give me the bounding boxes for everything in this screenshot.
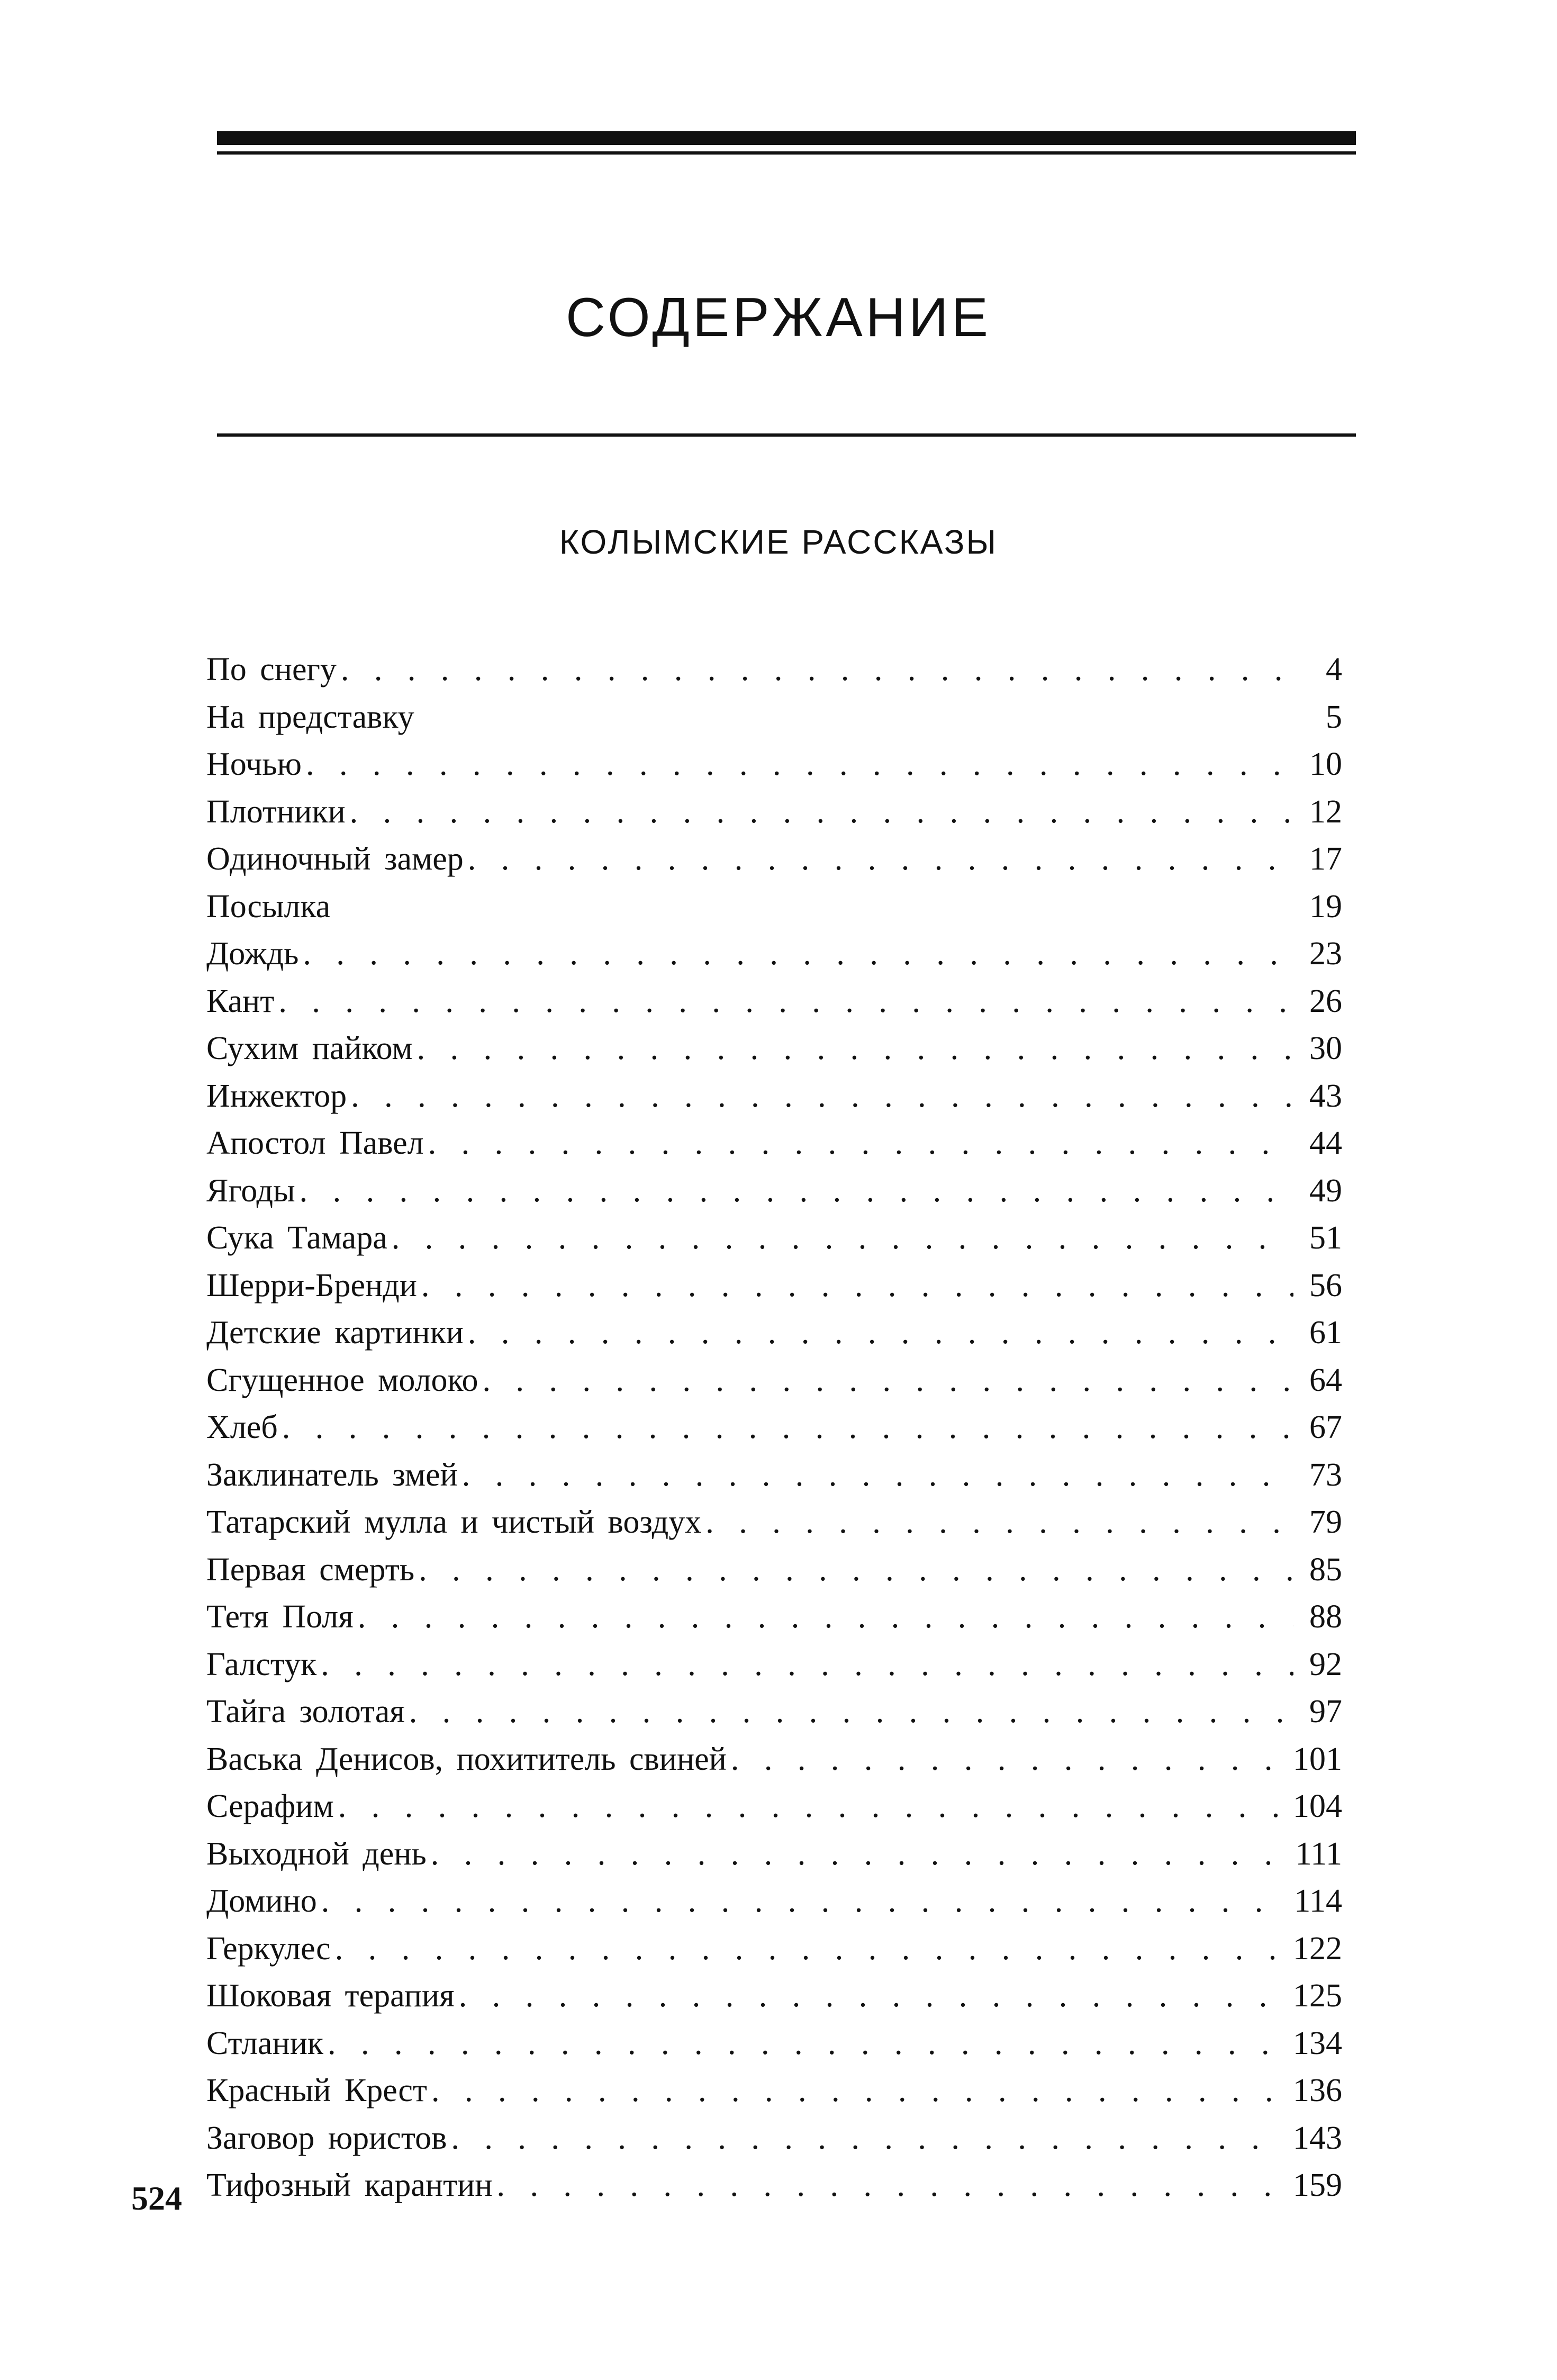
toc-entry-title: Шерри-Бренди <box>206 1267 417 1304</box>
toc-entry-page-number: 143 <box>1293 2120 1342 2156</box>
toc-entry-page-number: 111 <box>1295 1835 1342 1872</box>
toc-entry[interactable] <box>206 1783 1342 1831</box>
toc-entry-title: Геркулес <box>206 1930 331 1967</box>
toc-dot-leader <box>431 2067 1281 2115</box>
toc-entry-title: Первая смерть <box>206 1551 415 1588</box>
toc-dot-leader <box>278 978 1293 1026</box>
toc-dot-leader <box>392 1215 1293 1262</box>
toc-entry-page-number: 4 <box>1326 651 1342 687</box>
toc-entry-title: Галстук <box>206 1646 317 1682</box>
toc-dot-leader <box>409 1688 1293 1736</box>
toc-entry-title: Хлеб <box>206 1409 278 1445</box>
toc-dot-leader <box>431 1831 1284 1878</box>
toc-entry[interactable] <box>206 883 1342 931</box>
toc-entry[interactable] <box>206 694 1342 741</box>
toc-entry-page-number: 19 <box>1309 888 1342 925</box>
top-rule-thin <box>217 151 1356 155</box>
toc-entry[interactable] <box>206 1073 1342 1120</box>
toc-entry[interactable] <box>206 2115 1342 2162</box>
toc-entry[interactable] <box>206 1878 1342 1925</box>
toc-dot-leader <box>338 1783 1281 1831</box>
toc-entry-title: Апостол Павел <box>206 1125 424 1161</box>
toc-dot-leader <box>468 1309 1293 1357</box>
toc-entry-title: Татарский мулла и чистый воздух <box>206 1504 702 1540</box>
toc-entry-page-number: 125 <box>1293 1978 1342 2014</box>
toc-entry-page-number: 88 <box>1309 1599 1342 1635</box>
toc-dot-leader <box>468 836 1293 883</box>
toc-entry-title: Серафим <box>206 1788 334 1824</box>
toc-entry-page-number: 101 <box>1293 1741 1342 1777</box>
toc-entry[interactable] <box>206 1831 1342 1878</box>
toc-entry-page-number: 159 <box>1293 2167 1342 2203</box>
toc-entry-title: Тифозный карантин <box>206 2167 493 2203</box>
toc-entry-title: Заклинатель змей <box>206 1456 458 1493</box>
toc-dot-leader <box>303 930 1293 978</box>
title-underline-rule <box>217 433 1356 437</box>
toc-entry[interactable] <box>206 2067 1342 2115</box>
toc-entry[interactable] <box>206 930 1342 978</box>
toc-entry[interactable] <box>206 1168 1342 1215</box>
toc-entry[interactable] <box>206 836 1342 883</box>
page-title: СОДЕРЖАНИЕ <box>565 287 992 348</box>
toc-entry[interactable] <box>206 1262 1342 1310</box>
toc-entry[interactable] <box>206 1215 1342 1262</box>
toc-entry[interactable] <box>206 789 1342 836</box>
toc-entry-page-number: 73 <box>1309 1456 1342 1493</box>
toc-entry-page-number: 79 <box>1309 1504 1342 1540</box>
toc-entry-page-number: 10 <box>1309 746 1342 782</box>
toc-entry-title: Детские картинки <box>206 1315 464 1351</box>
toc-entry-page-number: 64 <box>1309 1362 1342 1398</box>
top-rule-thick <box>217 131 1356 145</box>
toc-dot-leader <box>417 1025 1293 1073</box>
toc-entry-title: Инжектор <box>206 1078 347 1114</box>
toc-entry-title: По снегу <box>206 651 337 687</box>
toc-entry[interactable] <box>206 1499 1342 1546</box>
toc-entry-page-number: 44 <box>1309 1125 1342 1161</box>
toc-entry-title: Красный Крест <box>206 2073 427 2108</box>
toc-entry[interactable] <box>206 646 1342 694</box>
toc-dot-leader <box>300 1168 1293 1215</box>
toc-entry-page-number: 134 <box>1293 2025 1342 2061</box>
toc-entry-page-number: 56 <box>1309 1267 1342 1304</box>
toc-dot-leader <box>483 1357 1293 1405</box>
toc-entry-title: Выходной день <box>206 1835 427 1872</box>
toc-entry[interactable] <box>206 1309 1342 1357</box>
toc-entry-title: Сухим пайком <box>206 1030 413 1066</box>
toc-dot-leader <box>321 1878 1283 1925</box>
toc-entry-page-number: 30 <box>1309 1030 1342 1066</box>
toc-entry[interactable] <box>206 1688 1342 1736</box>
toc-entry-page-number: 97 <box>1309 1694 1342 1730</box>
toc-entry[interactable] <box>206 1120 1342 1168</box>
toc-dot-leader <box>306 741 1293 789</box>
toc-dot-leader <box>328 2020 1281 2068</box>
toc-dot-leader <box>351 1073 1293 1120</box>
toc-entry[interactable] <box>206 1357 1342 1405</box>
toc-entry-title: Кант <box>206 983 275 1019</box>
toc-entry[interactable] <box>206 1546 1342 1594</box>
toc-dot-leader <box>428 1120 1293 1168</box>
toc-dot-leader <box>459 1972 1281 2020</box>
toc-dot-leader <box>282 1404 1293 1452</box>
toc-dot-leader <box>350 789 1293 836</box>
toc-entry-page-number: 67 <box>1309 1409 1342 1445</box>
toc-entry[interactable] <box>206 1025 1342 1073</box>
toc-entry-page-number: 51 <box>1309 1220 1342 1256</box>
toc-dot-leader <box>731 1736 1281 1784</box>
toc-dot-leader <box>321 1641 1293 1689</box>
toc-entry[interactable] <box>206 741 1342 789</box>
toc-entry-page-number: 122 <box>1293 1930 1342 1967</box>
toc-entry-page-number: 92 <box>1309 1646 1342 1682</box>
toc-entry[interactable] <box>206 2162 1342 2210</box>
toc-entry-page-number: 136 <box>1293 2073 1342 2108</box>
toc-entry[interactable] <box>206 1404 1342 1452</box>
toc-dot-leader <box>705 1499 1293 1546</box>
toc-entry-page-number: 61 <box>1309 1315 1342 1351</box>
toc-entry-page-number: 104 <box>1293 1788 1342 1824</box>
table-of-contents <box>206 646 1342 2210</box>
toc-entry-page-number: 12 <box>1309 793 1342 830</box>
toc-entry-page-number: 114 <box>1294 1883 1342 1919</box>
toc-dot-leader <box>462 1452 1293 1499</box>
toc-entry-page-number: 17 <box>1309 841 1342 877</box>
toc-entry-title: На представку <box>206 699 414 735</box>
toc-entry[interactable] <box>206 978 1342 1026</box>
toc-dot-leader <box>421 1262 1293 1310</box>
toc-entry-page-number: 23 <box>1309 936 1342 972</box>
toc-entry-title: Сука Тамара <box>206 1220 387 1256</box>
toc-entry-title: Шоковая терапия <box>206 1978 455 2014</box>
folio-page-number: 524 <box>131 2179 182 2217</box>
toc-entry-title: Заговор юристов <box>206 2120 447 2156</box>
toc-dot-leader <box>335 1925 1281 1973</box>
toc-entry-page-number: 5 <box>1326 699 1342 735</box>
toc-entry-page-number: 49 <box>1309 1172 1342 1209</box>
toc-entry[interactable] <box>206 1925 1342 1973</box>
toc-entry-page-number: 43 <box>1309 1078 1342 1114</box>
toc-entry-page-number: 26 <box>1309 983 1342 1019</box>
toc-entry-title: Домино <box>206 1883 317 1919</box>
toc-entry-title: Стланик <box>206 2025 324 2061</box>
toc-entry-page-number: 85 <box>1309 1551 1342 1588</box>
toc-entry[interactable] <box>206 1594 1342 1641</box>
toc-dot-leader <box>341 646 1293 694</box>
toc-entry[interactable] <box>206 1452 1342 1499</box>
toc-entry[interactable] <box>206 1736 1342 1784</box>
toc-entry[interactable] <box>206 1641 1342 1689</box>
toc-entry-title: Плотники <box>206 793 346 830</box>
toc-entry-title: Ягоды <box>206 1172 295 1209</box>
toc-entry-title: Тайга золотая <box>206 1694 405 1730</box>
section-title: КОЛЫМСКИЕ РАССКАЗЫ <box>559 523 998 561</box>
toc-entry-title: Посылка <box>206 888 331 925</box>
toc-dot-leader <box>497 2162 1281 2210</box>
toc-entry-title: Тетя Поля <box>206 1599 354 1635</box>
toc-entry-title: Васька Денисов, похититель свиней <box>206 1741 727 1777</box>
toc-entry[interactable] <box>206 2020 1342 2068</box>
toc-entry-title: Ночью <box>206 746 302 782</box>
toc-entry[interactable] <box>206 1972 1342 2020</box>
toc-entry-title: Одиночный замер <box>206 841 464 877</box>
toc-entry-title: Сгущенное молоко <box>206 1362 478 1398</box>
toc-entry-title: Дождь <box>206 936 299 972</box>
toc-dot-leader <box>358 1594 1293 1641</box>
toc-dot-leader <box>451 2115 1281 2162</box>
toc-dot-leader <box>419 1546 1293 1594</box>
